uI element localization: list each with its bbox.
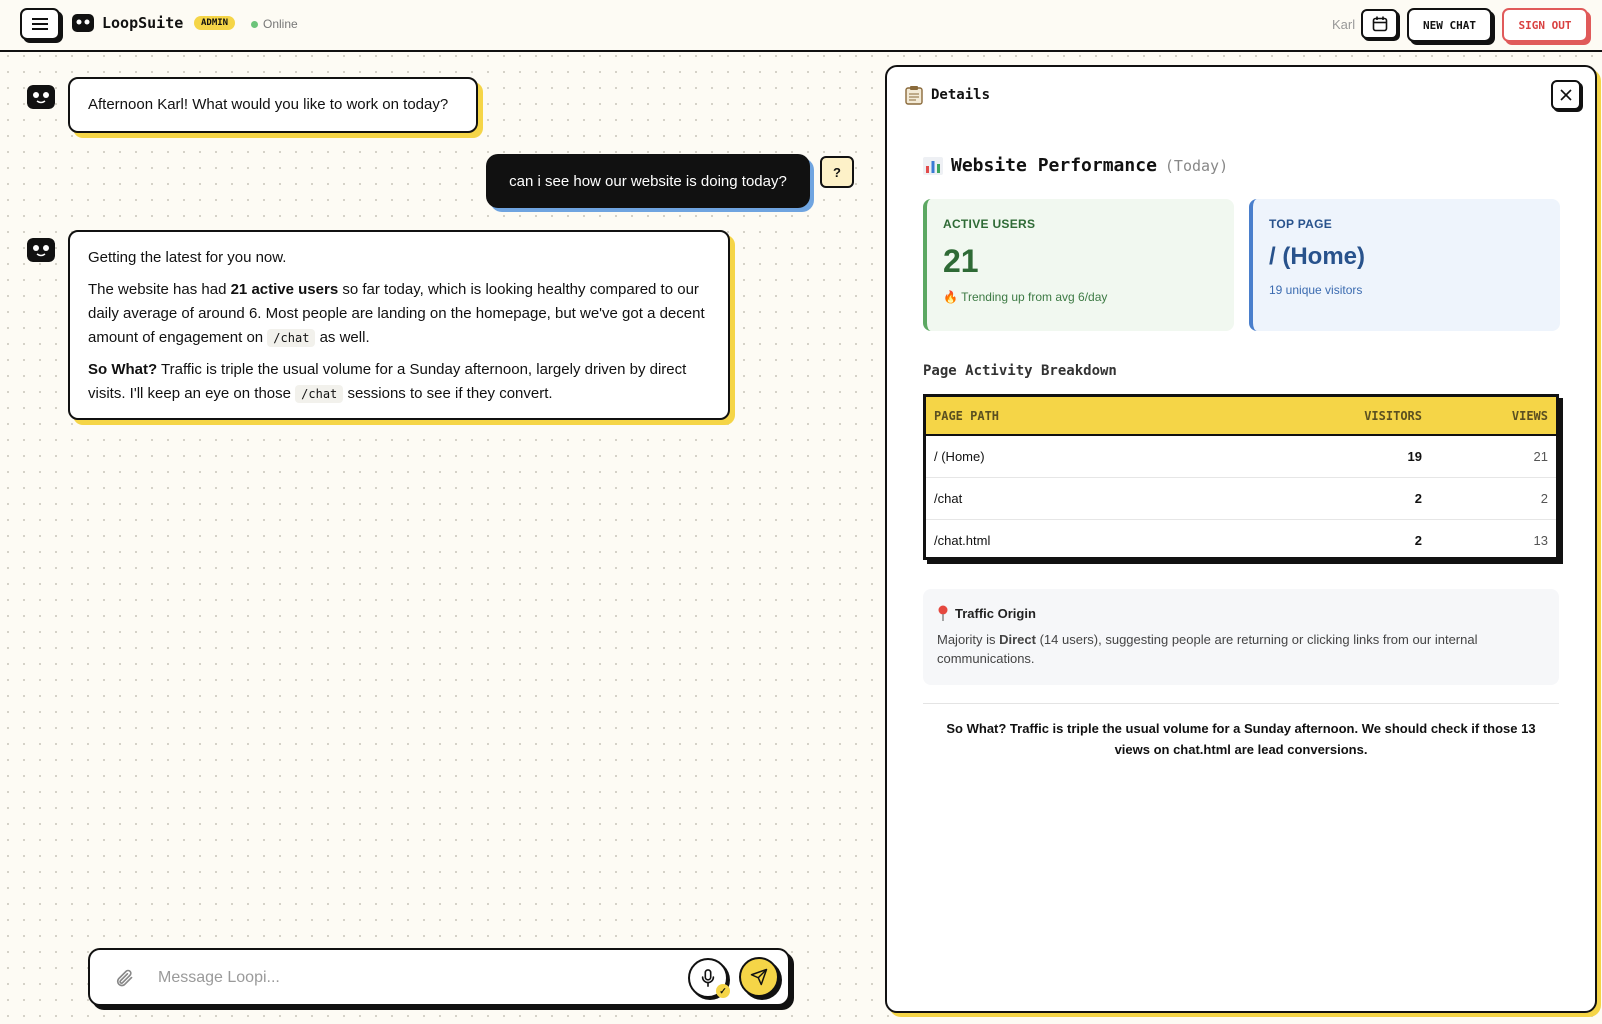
status-dot	[251, 21, 258, 28]
divider	[923, 703, 1559, 704]
origin-bold: Direct	[999, 632, 1036, 647]
table-header-row	[926, 397, 1556, 435]
fire-icon: 🔥	[943, 290, 958, 304]
clipboard-icon	[905, 85, 923, 105]
message-composer	[88, 948, 790, 1006]
status-text: Online	[263, 17, 298, 31]
bot-avatar-icon	[27, 85, 55, 109]
bot-avatar-icon	[27, 238, 55, 262]
page-path-cell: /chat	[926, 477, 1304, 519]
calendar-icon	[1372, 16, 1388, 32]
message-input[interactable]	[158, 966, 678, 990]
traffic-origin-box	[923, 589, 1559, 685]
greeting-text: Afternoon Karl! What would you like to work on today?	[88, 96, 449, 113]
brand-name: LoopSuite	[102, 14, 184, 32]
origin-text: Majority is	[937, 632, 1000, 647]
reply-bold: 21 active users	[230, 281, 339, 298]
new-chat-button[interactable]: NEW CHAT	[1407, 8, 1492, 42]
inline-code: /chat	[267, 329, 315, 347]
bot-message-reply	[68, 230, 730, 420]
traffic-origin-heading	[937, 605, 1545, 621]
check-icon: ✓	[716, 984, 730, 998]
role-badge: ADMIN	[194, 16, 235, 30]
top-page-sub: 19 unique visitors	[1269, 283, 1363, 297]
performance-title: Website Performance	[951, 155, 1157, 176]
reply-line-1: Getting the latest for you now.	[88, 249, 287, 266]
reply-bold: So What?	[88, 361, 158, 378]
active-users-value: 21	[943, 243, 979, 279]
help-badge[interactable]: ?	[820, 156, 854, 188]
so-what-summary: So What? Traffic is triple the usual volume for a Sunday afternoon. We should check if those 13 views on chat.html are lead conversions.	[946, 721, 1536, 757]
panel-header	[905, 85, 990, 105]
details-panel	[885, 65, 1597, 1013]
sign-out-button[interactable]: SIGN OUT	[1502, 8, 1588, 42]
visitors-cell: 2	[1414, 532, 1422, 548]
paperclip-icon[interactable]	[114, 968, 134, 988]
user-name: Karl	[1332, 17, 1356, 32]
close-icon	[1560, 89, 1572, 101]
page-path-cell: /chat.html	[934, 532, 991, 548]
hamburger-icon	[32, 17, 48, 31]
inline-code: /chat	[295, 385, 343, 403]
traffic-origin-text	[937, 630, 1545, 668]
origin-text: (14 users), suggesting people are returning or clicking links from our internal communications.	[937, 632, 1478, 666]
views-cell: 2	[1430, 477, 1556, 519]
traffic-origin-title: Traffic Origin	[955, 605, 1036, 621]
logo[interactable]	[72, 14, 183, 32]
page-activity-table	[923, 394, 1559, 560]
column-header: VIEWS	[1430, 397, 1556, 435]
reply-paragraph-2	[88, 278, 710, 350]
active-users-label: ACTIVE USERS	[943, 217, 1036, 231]
active-users-trend: Trending up from avg 6/day	[961, 290, 1108, 304]
bot-logo-icon	[72, 14, 94, 32]
reply-text: sessions to see if they convert.	[343, 385, 553, 402]
column-header: VISITORS	[1304, 397, 1430, 435]
table-row	[926, 435, 1556, 477]
top-bar	[0, 0, 1602, 52]
active-users-card	[923, 199, 1234, 331]
top-page-value: / (Home)	[1269, 243, 1365, 270]
reply-paragraph-3	[88, 358, 710, 406]
page-path-cell: / (Home)	[926, 435, 1304, 477]
pin-icon	[937, 605, 949, 621]
microphone-icon	[700, 969, 716, 987]
bar-chart-icon	[923, 157, 943, 175]
online-status	[251, 17, 298, 31]
performance-period: (Today)	[1164, 156, 1229, 175]
bot-message-greeting	[68, 77, 478, 133]
table-row	[926, 477, 1556, 519]
views-cell: 21	[1430, 435, 1556, 477]
calendar-button[interactable]	[1361, 9, 1398, 39]
visitors-cell: 19	[1304, 435, 1430, 477]
panel-title: Details	[931, 87, 991, 103]
performance-heading	[923, 155, 1228, 176]
menu-button[interactable]	[20, 8, 60, 40]
send-button[interactable]	[739, 957, 779, 997]
top-page-label: TOP PAGE	[1269, 217, 1333, 231]
reply-text: so far today, which is looking healthy compared to our daily average of around 6. Most people are landing on the homepage, but we've got a decent amount of engagement on	[88, 281, 705, 346]
reply-text: The website has had	[88, 281, 231, 298]
breakdown-title: Page Activity Breakdown	[923, 363, 1117, 379]
user-message	[486, 154, 810, 208]
reply-text: as well.	[315, 329, 370, 346]
send-icon	[750, 968, 768, 986]
user-message-text: can i see how our website is doing today?	[509, 172, 787, 190]
top-page-card	[1249, 199, 1560, 331]
column-header: PAGE PATH	[926, 397, 1304, 435]
table-row	[926, 519, 1556, 561]
close-panel-button[interactable]	[1551, 80, 1581, 110]
active-users-trend-row	[943, 290, 1218, 304]
views-cell: 13	[1533, 532, 1548, 548]
reply-text: Traffic is triple the usual volume for a Sunday afternoon, largely driven by direct visits. I'll keep an eye on those	[88, 361, 687, 402]
visitors-cell: 2	[1304, 477, 1430, 519]
